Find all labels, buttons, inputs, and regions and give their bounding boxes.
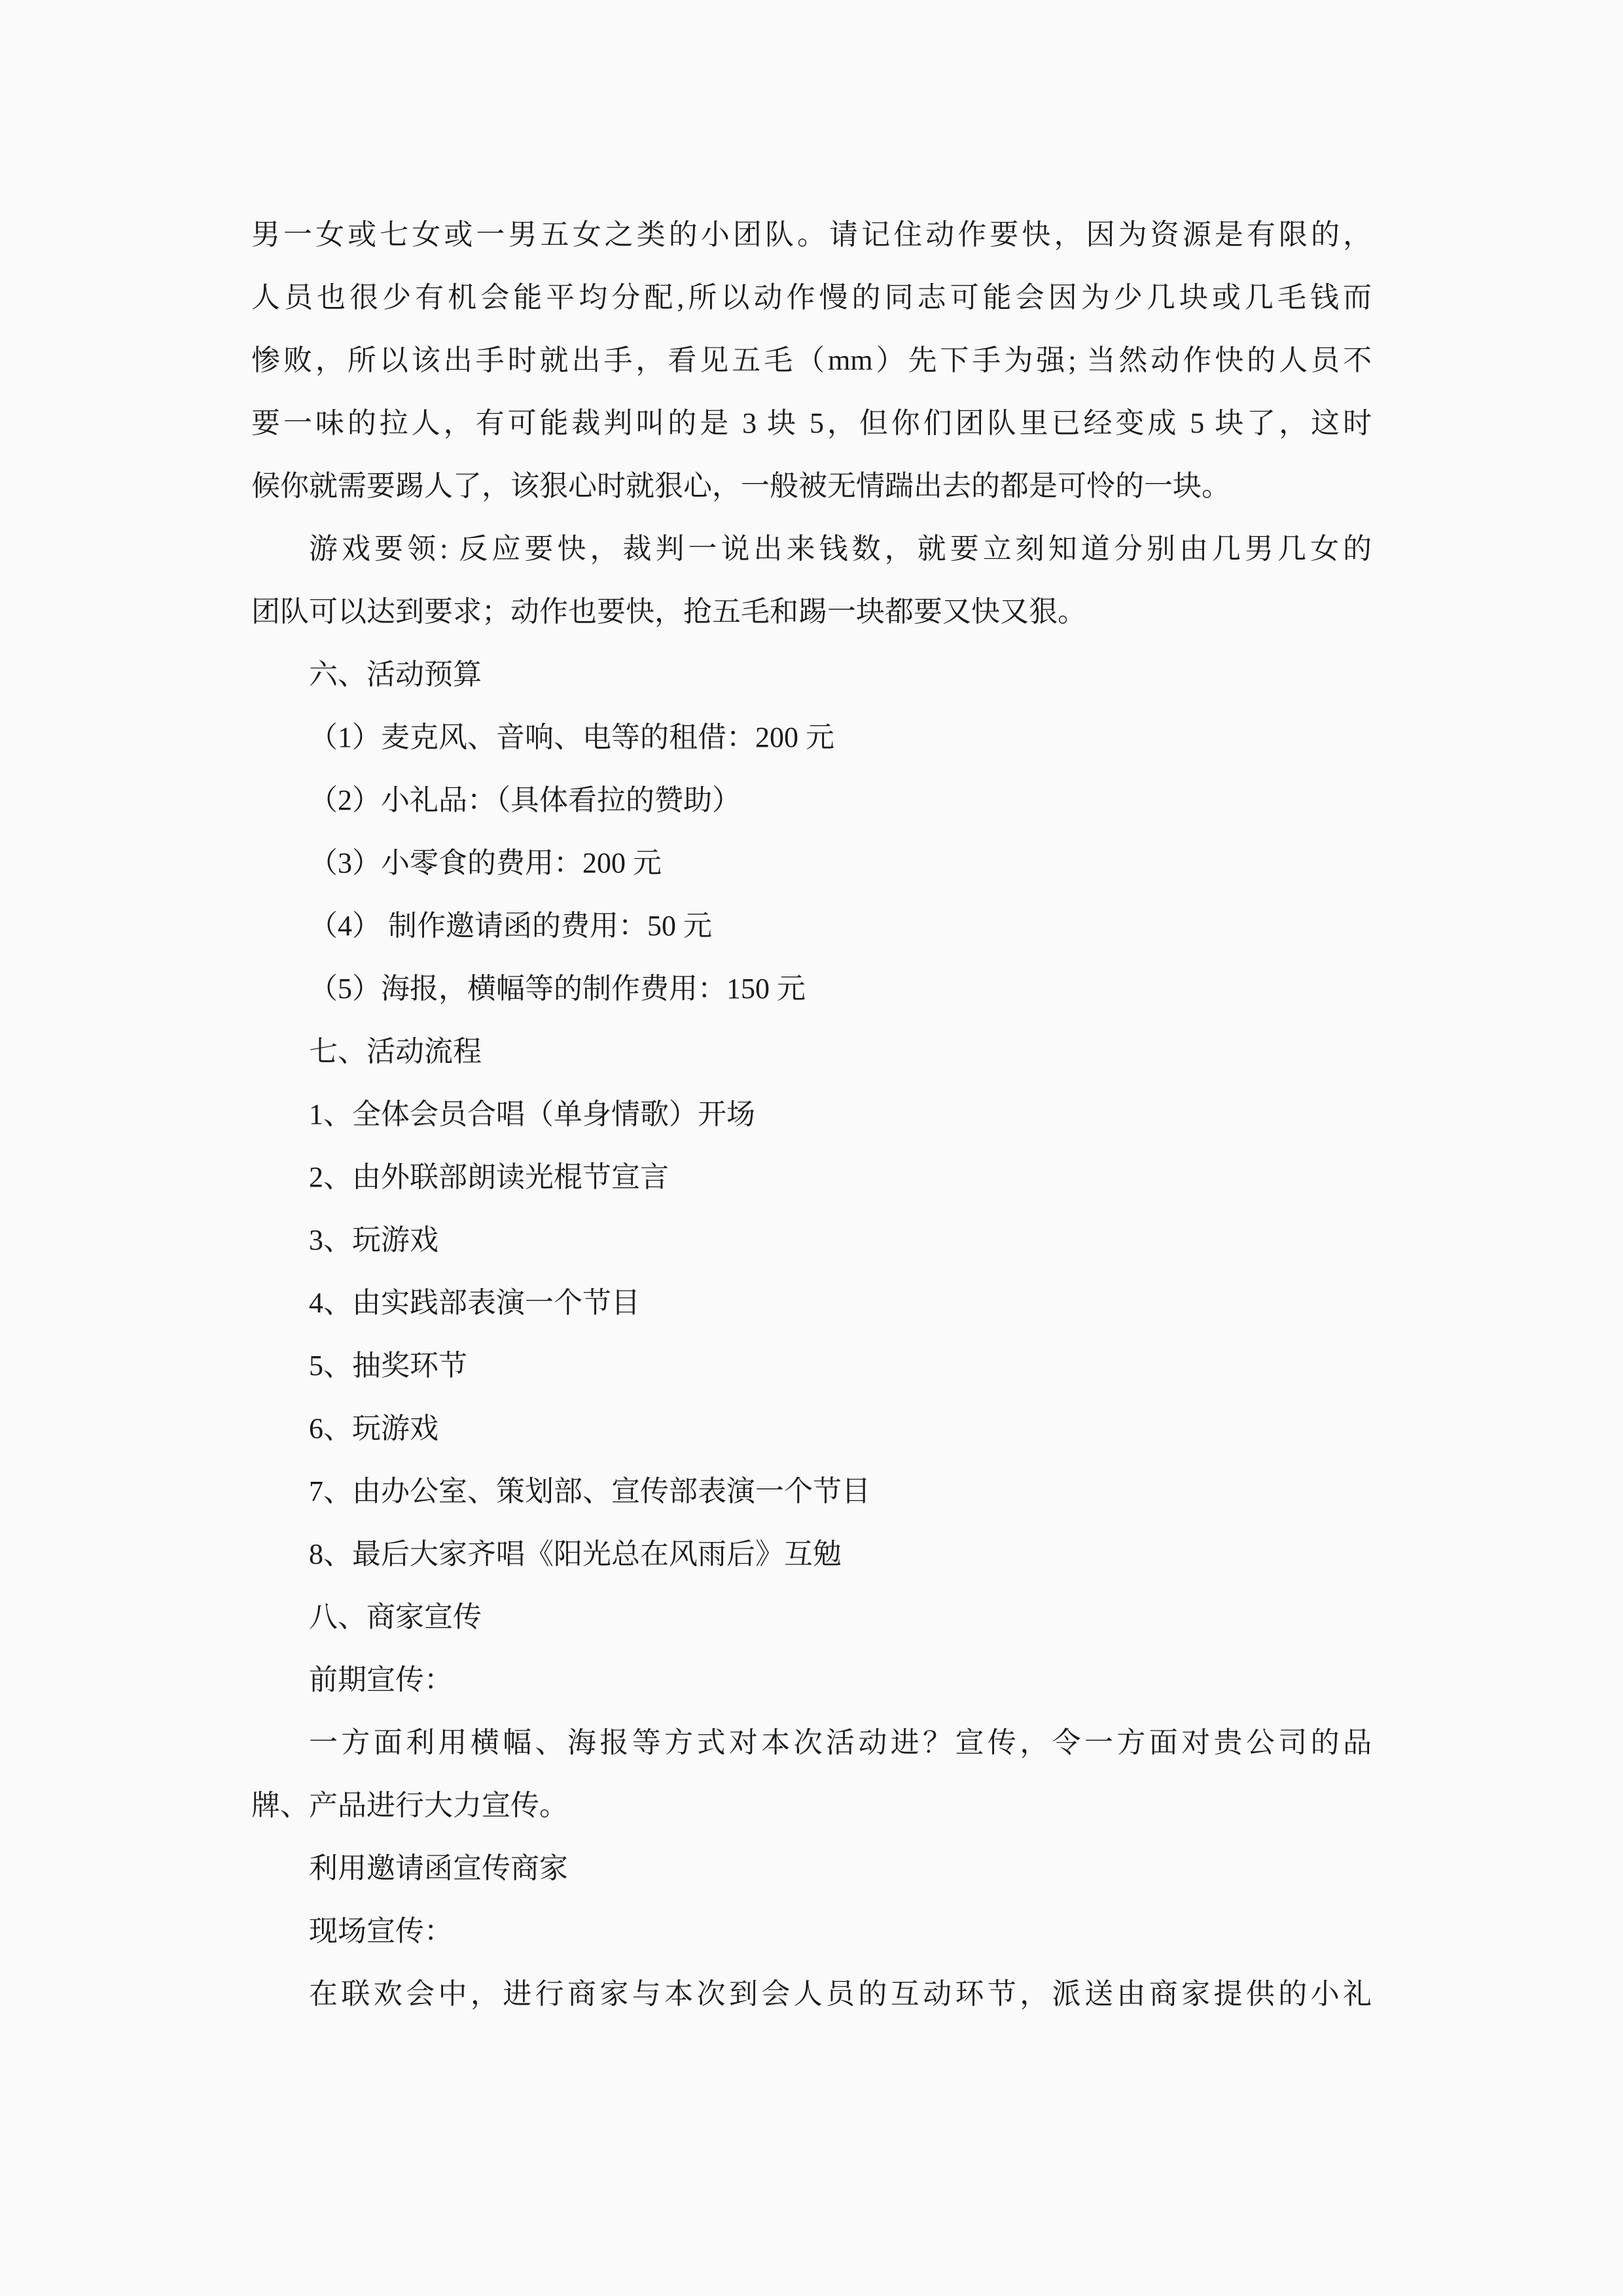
text-line: 六、活动预算	[309, 658, 482, 691]
text-line: 现场宣传：	[309, 1915, 453, 1947]
paragraph	[251, 1020, 1372, 1083]
text-line: 5、抽奖环节	[309, 1350, 467, 1382]
paragraph	[251, 204, 1372, 518]
text-line: （3）小零食的费用：200 元	[309, 847, 662, 879]
text-line: 八、商家宣传	[309, 1601, 482, 1633]
text-line: 七、活动流程	[309, 1035, 482, 1067]
text-line: 4、由实践部表演一个节目	[309, 1287, 640, 1319]
text-line: 8、最后大家齐唱《阳光总在风雨后》互勉	[309, 1538, 842, 1570]
text-line: 惨败，所以该出手时就出手，看见五毛（mm）先下手为强; 当然动作快的人员不	[251, 344, 1372, 376]
text-line: 在联欢会中，进行商家与本次到会人员的互动环节，派送由商家提供的小礼	[309, 1978, 1372, 2010]
paragraph	[251, 1083, 1372, 1146]
paragraph	[251, 895, 1372, 958]
text-line: （4） 制作邀请函的费用：50 元	[309, 910, 712, 942]
text-line: 人员也很少有机会能平均分配,所以动作慢的同志可能会因为少几块或几毛钱而	[251, 281, 1372, 314]
text-line: 7、由办公室、策划部、宣传部表演一个节目	[309, 1475, 870, 1507]
paragraph	[251, 1649, 1372, 1712]
text-line: 牌、产品进行大力宣传。	[251, 1789, 568, 1821]
text-line: 1、全体会员合唱（单身情歌）开场	[309, 1098, 755, 1130]
text-line: （5）海报，横幅等的制作费用：150 元	[309, 973, 806, 1005]
paragraph	[251, 1900, 1372, 1963]
paragraph	[251, 1837, 1372, 1900]
paragraph	[251, 1272, 1372, 1335]
paragraph	[251, 1523, 1372, 1586]
text-line: （2）小礼品：（具体看拉的赞助）	[309, 784, 741, 816]
text-line: 2、由外联部朗读光棍节宣言	[309, 1161, 669, 1193]
text-line: 候你就需要踢人了，该狠心时就狠心，一般被无情踹出去的都是可怜的一块。	[251, 470, 1230, 502]
text-content	[251, 204, 1372, 2026]
text-line: 男一女或七女或一男五女之类的小团队。请记住动作要快，因为资源是有限的，	[251, 219, 1372, 251]
text-line: 3、玩游戏	[309, 1224, 438, 1256]
text-line: 团队可以达到要求；动作也要快，抢五毛和踢一块都要又快又狠。	[251, 596, 1086, 628]
paragraph	[251, 643, 1372, 706]
paragraph	[251, 769, 1372, 832]
paragraph	[251, 518, 1372, 643]
text-line: 前期宣传：	[309, 1664, 453, 1696]
text-line: 6、玩游戏	[309, 1412, 438, 1444]
text-line: 一方面利用横幅、海报等方式对本次活动进？宣传，令一方面对贵公司的品	[309, 1727, 1372, 1759]
paragraph	[251, 1460, 1372, 1523]
paragraph	[251, 1397, 1372, 1460]
text-line: 利用邀请函宣传商家	[309, 1852, 568, 1884]
text-line: 游戏要领: 反应要快，裁判一说出来钱数，就要立刻知道分别由几男几女的	[309, 533, 1372, 565]
text-line: （1）麦克风、音响、电等的租借：200 元	[309, 721, 834, 753]
paragraph	[251, 832, 1372, 895]
paragraph	[251, 1963, 1372, 2026]
paragraph	[251, 1146, 1372, 1209]
paragraph	[251, 1586, 1372, 1649]
paragraph	[251, 1712, 1372, 1837]
paragraph	[251, 958, 1372, 1020]
paragraph	[251, 706, 1372, 769]
paragraph	[251, 1335, 1372, 1397]
text-line: 要一味的拉人，有可能裁判叫的是 3 块 5，但你们团队里已经变成 5 块了，这时	[251, 407, 1372, 439]
paragraph	[251, 1209, 1372, 1272]
